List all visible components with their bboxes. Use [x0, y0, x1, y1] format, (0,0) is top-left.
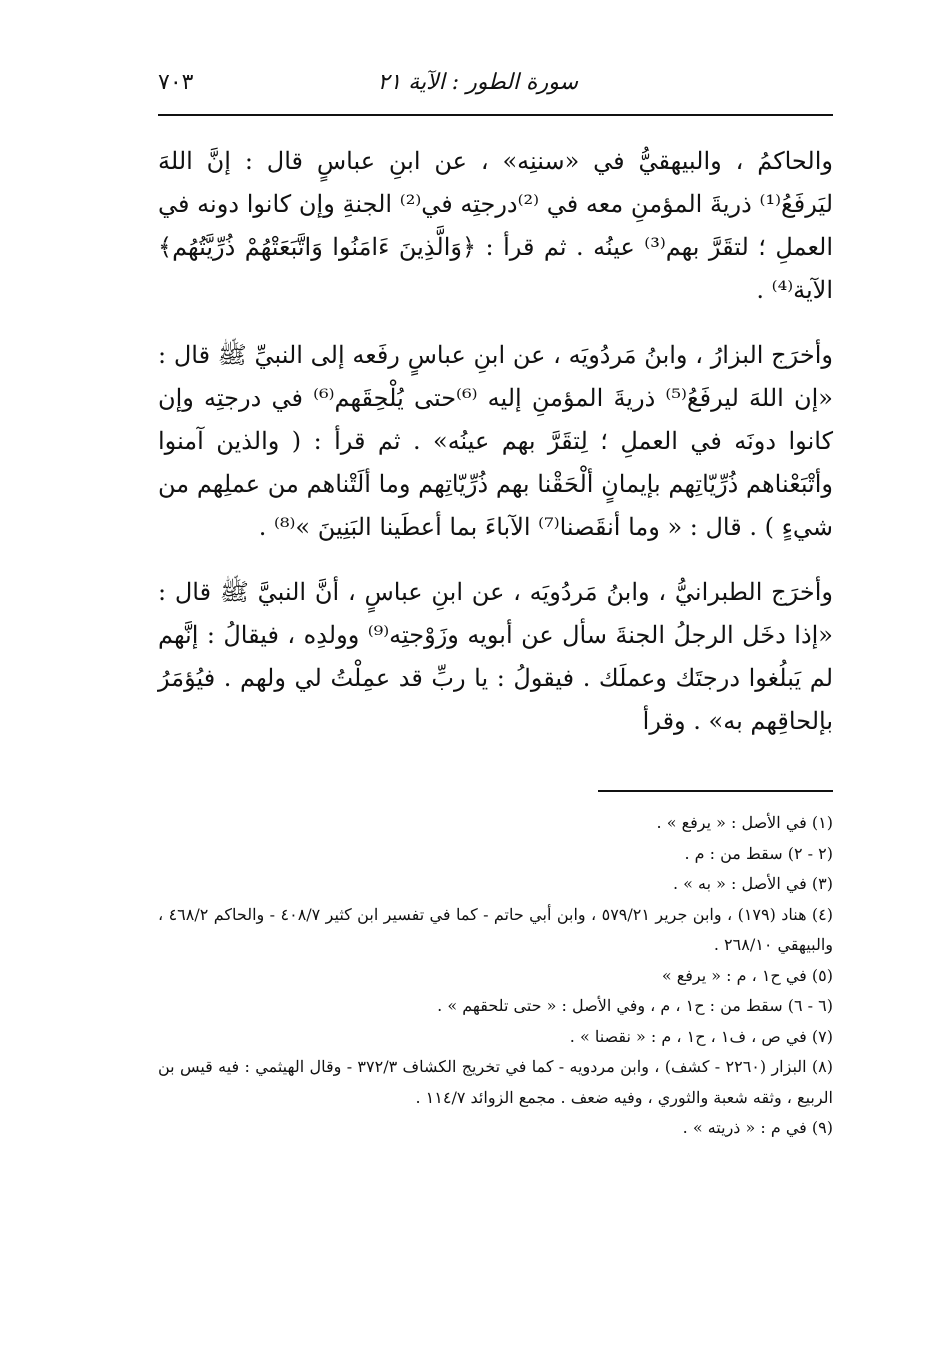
- footnotes: [158, 808, 833, 1144]
- page-number: ٧٠٣: [158, 70, 194, 95]
- footnote: (٢ - ٢) سقط من : م .: [684, 843, 833, 863]
- header-rule: [158, 114, 833, 116]
- footnote: (١) في الأصل : « يرفع » .: [656, 813, 833, 832]
- footnote: (٣) في الأصل : « به » .: [672, 874, 833, 893]
- footnote: (٧) في ص ، ف١ ، ح١ ، م : « نقصنا » .: [569, 1026, 833, 1046]
- paragraph: وأخرَج البزارُ ، وابنُ مَردُويَه ، عن ابنِ عباسٍ رفَعه إلى النبيِّ ﷺ قال : «إن اللهَ ليرفَعُ⁽⁵⁾ ذريةَ المؤمنِ إليه ⁽⁶⁾حتى يُلْحِقَهم⁽⁶⁾ في درجتِه وإن كانوا دونَه في العملِ ؛ لِتقَرَّ بهم عينُه» . ثم قرأ : ( والذين آمنوا وأتْبَعْناهم ذُرِّيّاتِهم بإيمانٍ ألْحَقْنا بهم ذُرِّيّاتِهم وما ألَتْناهم من عملِهم من شيءٍ ) . قال : « وما أنقَصنا⁽⁷⁾ الآباءَ بما أعطَينا البَنِينَ »⁽⁸⁾ .: [158, 341, 833, 541]
- footnote-rule: [598, 790, 833, 792]
- footnote: (٦ - ٦) سقط من : ح١ ، م ، وفي الأصل : « حتى تلحقهم » .: [437, 996, 833, 1015]
- running-title: سورة الطور : الآية ٢١: [377, 70, 578, 95]
- paragraph: وأخرَج الطبرانيُّ ، وابنُ مَردُويَه ، عن ابنِ عباسٍ ، أنَّ النبيَّ ﷺ قال : «إذا دخَل الرجلُ الجنةَ سأل عن أبويه وزَوْجتِه⁽⁹⁾ وولدِه ، فيقالُ : إنَّهم لم يَبلُغوا درجتَك وعملَك . فيقولُ : يا ربِّ قد عمِلْتُ لي ولهم . فيُؤمَرُ بإلحاقِهم به» . وقرأ: [158, 578, 833, 735]
- footnote: (٤) هناد (١٧٩) ، وابن جرير ٥٧٩/٢١ ، وابن أبي حاتم - كما في تفسير ابن كثير ٤٠٨/٧ - والحاكم ٤٦٨/٢ ، والبيهقي ٢٦٨/١٠ .: [158, 904, 834, 954]
- main-text: [158, 140, 833, 765]
- page-header: [158, 58, 833, 108]
- footnote: (٩) في م : « ذريته » .: [682, 1118, 833, 1137]
- footnote: (٥) في ح١ ، م : « يرفع »: [661, 965, 833, 985]
- footnote: (٨) البزار (٢٢٦٠ - كشف) ، وابن مردويه - كما في تخريج الكشاف ٣٧٢/٣ - وقال الهيثمي : فيه قيس بن الربيع ، وثقه شعبة والثوري ، وفيه ضعف . مجمع الزوائد ١١٤/٧ .: [158, 1057, 833, 1107]
- paragraph: والحاكمُ ، والبيهقيُّ في «سننِه» ، عن ابنِ عباسٍ قال : إنَّ اللهَ ليَرفَعُ⁽¹⁾ ذريةَ المؤمنِ معه في ⁽²⁾درجتِه في⁽²⁾ الجنةِ وإن كانوا دونه في العملِ ؛ لتقَرَّ بهم⁽³⁾ عينُه . ثم قرأ : ﴿وَالَّذِينَ ءَامَنُوا وَاتَّبَعَتْهُمْ ذُرِّيَّتُهُم﴾ الآية⁽⁴⁾ .: [158, 147, 834, 304]
